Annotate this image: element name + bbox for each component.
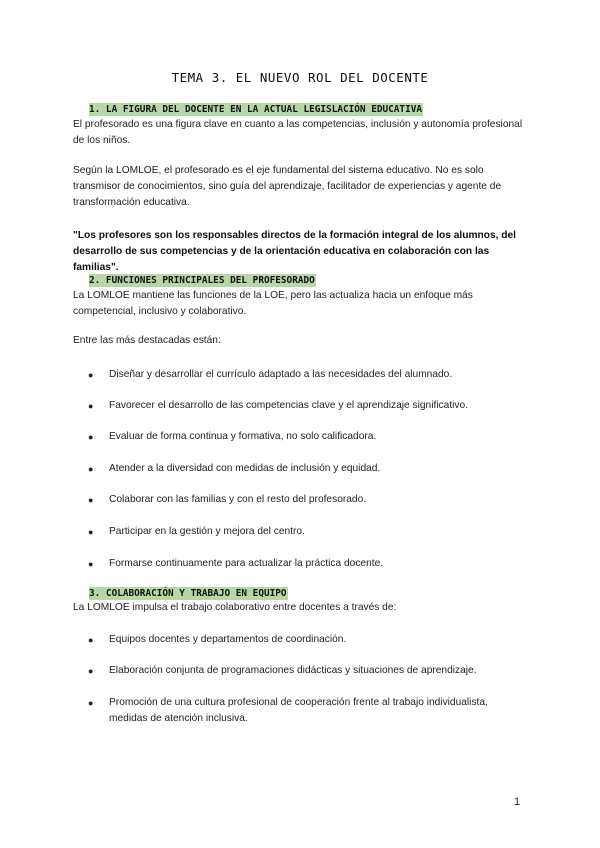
section-2-paragraph-1: La LOMLOE mantiene las funciones de la LOE, pero las actualiza hacia un enfoque más competencial, inclusivo y colaborativo. xyxy=(73,290,473,317)
bullet-icon: ● xyxy=(88,401,94,411)
bullet-icon: ● xyxy=(88,495,94,505)
section-1-heading xyxy=(89,103,423,116)
bullet-icon: ● xyxy=(88,666,94,676)
section-2-heading-text: 2. FUNCIONES PRINCIPALES DEL PROFESORADO xyxy=(89,275,315,286)
section-2-paragraph-2: Entre las más destacadas están: xyxy=(73,335,221,346)
bullet-icon: ● xyxy=(88,527,94,537)
document-page: TEMA 3. EL NUEVO ROL DEL DOCENTE 1. LA FIGURA DEL DOCENTE EN LA ACTUAL LEGISLACIÓN EDUCATIVA El profesorado es una figura clave en cuanto a las competencias, inclusión y autonomía profesional de los niños. Según la LOMLOE, el profesorado es el eje fundamental del sistema educativo. No es solo transmisor de conocimientos, sino guía del aprendizaje, facilitador de experiencias y agente de transformación educativa. "Los profesores son los responsables directos de la formación integral de los alumnos, del desarrollo de sus competencias y de la orientación educativa en colaboración con las familias". 2. FUNCIONES PRINCIPALES DEL PROFESORADO La LOMLOE mantiene las funciones de la LOE, pero las actualiza hacia un enfoque más competencial, inclusivo y colaborativo. Entre las más destacadas están: ● Diseñar y desarrollar el currículo adaptado a las necesidades del alumnado. ● Favorecer el desarrollo de las competencias clave y el aprendizaje significativo. ● Evaluar de forma continua y formativa, no solo calificadora. ● Atender a la diversidad con medidas de inclusión y equidad. ● Colaborar con las familias y con el resto del profesorado. ● Participar en la gestión y mejora del centro. ● Formarse continuamente para actualizar la práctica docente. 3. COLABORACIÓN Y TRABAJO EN EQUIPO La LOMLOE impulsa el trabajo colaborativo entre docentes a través de: ● Equipos docentes y departamentos de coordinación. ● Elaboración conjunta de programaciones didácticas y situaciones de aprendizaje. ● Promoción de una cultura profesional de cooperación frente al trabajo individualista, medidas de atención inclusiva. 1 xyxy=(0,0,600,848)
section-1-paragraph-1: El profesorado es una figura clave en cuanto a las competencias, inclusión y autonomía profesional de los niños. xyxy=(73,119,523,146)
section-3-heading xyxy=(89,587,288,600)
section-2-heading xyxy=(89,274,316,287)
bullet-icon: ● xyxy=(88,698,94,708)
section-3-heading-text: 3. COLABORACIÓN Y TRABAJO EN EQUIPO xyxy=(89,588,287,599)
section-1-paragraph-2: Según la LOMLOE, el profesorado es el eje fundamental del sistema educativo. No es solo transmisor de conocimientos, sino guía del aprendizaje, facilitador de experiencias y agente de transformación educativa. xyxy=(73,165,502,208)
page-number: 1 xyxy=(514,796,521,808)
section-3-paragraph-1: La LOMLOE impulsa el trabajo colaborativo entre docentes a través de: xyxy=(73,602,397,613)
bullet-icon: ● xyxy=(88,432,94,442)
bullet-icon: ● xyxy=(88,559,94,569)
section-1-quote: "Los profesores son los responsables directos de la formación integral de los alumnos, del desarrollo de sus competencias y de la orientación educativa en colaboración con las familias". xyxy=(73,230,517,273)
document-title: TEMA 3. EL NUEVO ROL DEL DOCENTE xyxy=(171,70,429,85)
section-1-heading-text: 1. LA FIGURA DEL DOCENTE EN LA ACTUAL LEGISLACIÓN EDUCATIVA xyxy=(89,104,423,115)
bullet-icon: ● xyxy=(88,370,94,380)
bullet-icon: ● xyxy=(88,635,94,645)
bullet-icon: ● xyxy=(88,464,94,474)
